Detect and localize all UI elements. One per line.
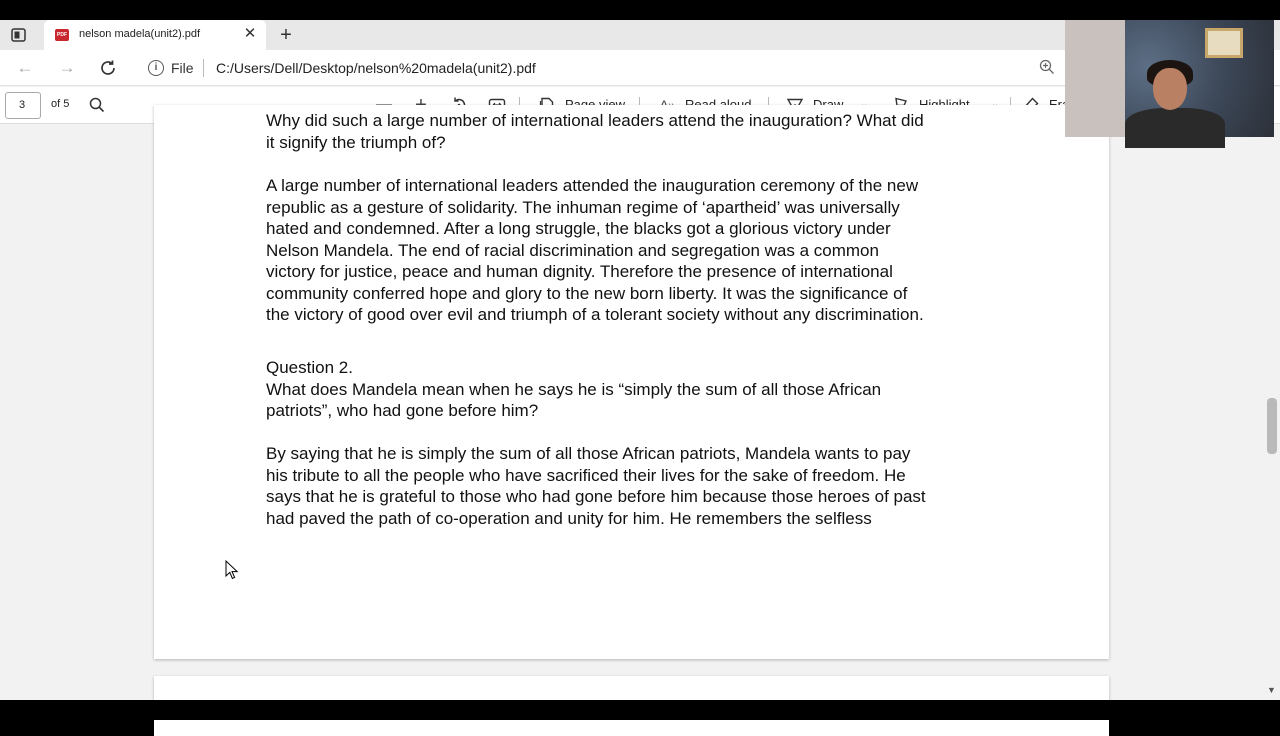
question-1-text	[266, 110, 1006, 153]
address-scheme-label: File	[171, 60, 194, 76]
page-total-label: of 5	[51, 98, 70, 110]
question-2-block	[266, 357, 1006, 422]
search-icon[interactable]	[88, 96, 106, 114]
answer-2-line: his tribute to all the people who have sacrificed their lives for the sake of freedom. He	[266, 465, 906, 485]
question-2-line: What does Mandela mean when he says he is “simply the sum of all those African	[266, 379, 882, 399]
webcam-overlay	[1065, 20, 1274, 137]
scrollbar-thumb[interactable]	[1267, 398, 1277, 454]
document-viewport[interactable]	[0, 111, 1264, 700]
answer-1-line: hated and condemned. After a long struggle, the blacks got a glorious victory under	[266, 219, 891, 238]
answer-1-line: victory for justice, peace and human dignity. Therefore the presence of international	[266, 262, 893, 281]
pdf-page	[154, 105, 1109, 659]
forward-arrow-icon[interactable]: →	[58, 58, 76, 77]
webcam-wall	[1065, 20, 1125, 137]
webcam-picture-frame	[1205, 28, 1243, 58]
webcam-person-body	[1125, 108, 1225, 148]
answer-1-line: republic as a gesture of solidarity. The inhuman regime of ‘apartheid’ was universally	[266, 197, 900, 217]
answer-1-paragraph	[266, 175, 1006, 326]
tab-title: nelson madela(unit2).pdf	[79, 28, 201, 40]
letterbox-top	[0, 0, 1280, 20]
address-divider	[203, 59, 204, 77]
refresh-icon[interactable]	[96, 56, 120, 80]
url-field[interactable]: C:/Users/Dell/Desktop/nelson%20madela(unit2).pdf	[216, 60, 536, 76]
answer-2-line: says that he is grateful to those who had gone before him because those heroes of past	[266, 487, 926, 506]
pdf-file-icon: PDF	[55, 29, 69, 41]
info-icon[interactable]: i	[148, 60, 164, 76]
answer-2-line: By saying that he is simply the sum of all those African patriots, Mandela wants to pay	[266, 444, 911, 463]
question-1-line: Why did such a large number of international leaders attend the inauguration? What did	[266, 111, 924, 130]
letterbox-bottom	[0, 700, 1280, 720]
question-1-line: it signify the triumph of?	[266, 132, 446, 152]
tab-actions-icon[interactable]	[8, 26, 30, 44]
answer-1-line: Nelson Mandela. The end of racial discrimination and segregation was a common	[266, 240, 879, 260]
answer-1-line: A large number of international leaders attended the inauguration ceremony of the new	[266, 176, 919, 195]
answer-1-line: the victory of good over evil and triumph of a tolerant society without any discrimination.	[266, 305, 924, 324]
vertical-scrollbar[interactable]	[1264, 125, 1280, 700]
back-arrow-icon[interactable]: ←	[16, 58, 34, 77]
zoom-icon[interactable]	[1038, 59, 1056, 77]
question-2-line: patriots”, who had gone before him?	[266, 401, 539, 420]
mouse-cursor-icon	[225, 560, 239, 580]
webcam-person-face	[1153, 68, 1187, 110]
answer-2-line: had paved the path of co-operation and unity for him. He remembers the selfless	[266, 508, 872, 528]
answer-2-paragraph	[266, 443, 1006, 529]
page-number-input[interactable]: 3	[5, 92, 41, 119]
question-2-heading: Question 2.	[266, 358, 353, 377]
new-tab-icon[interactable]: +	[280, 24, 292, 46]
answer-1-line: community conferred hope and glory to the new born liberty. It was the significance of	[266, 283, 908, 303]
scroll-down-arrow-icon[interactable]: ▼	[1267, 685, 1276, 695]
close-tab-icon[interactable]: ✕	[243, 25, 257, 42]
tab-pdf[interactable]	[44, 20, 266, 50]
